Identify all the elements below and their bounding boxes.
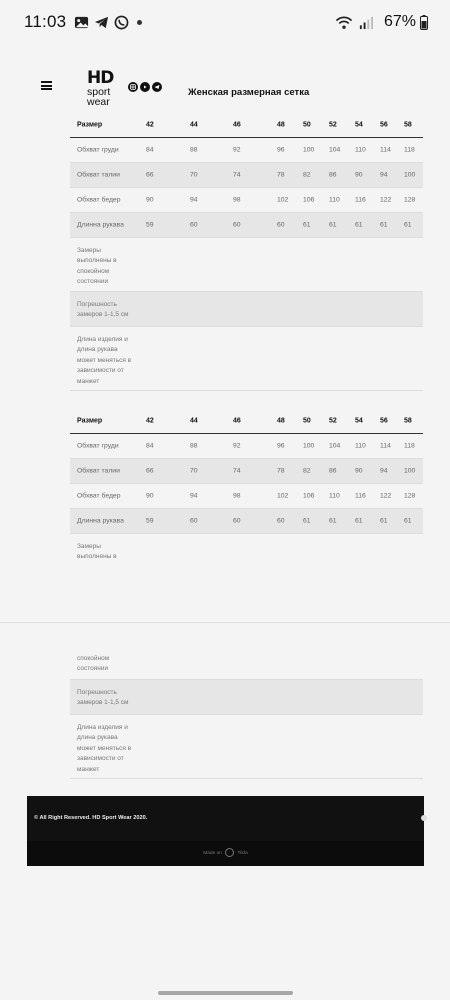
table-cell: 94: [190, 196, 198, 204]
table-cell: 61: [303, 221, 311, 229]
menu-icon[interactable]: [41, 81, 52, 90]
made-on-label: Made on: [203, 850, 222, 856]
table-cell: 106: [303, 492, 315, 500]
table-cell: 104: [329, 146, 341, 154]
size-table-2: [70, 408, 423, 594]
made-on-brand: Tilda: [237, 850, 248, 856]
table-cell: 110: [355, 146, 366, 154]
table-cell: 116: [355, 492, 366, 500]
wifi-icon: [335, 15, 353, 30]
table-cell: 82: [303, 171, 311, 179]
table-cell: 114: [380, 442, 391, 450]
table-row: [70, 163, 423, 188]
home-indicator[interactable]: [158, 991, 293, 995]
note-text: Замеры выполнены в спокойном состоянии: [77, 247, 117, 286]
table-cell: 66: [146, 467, 154, 475]
table-cell: 78: [277, 467, 285, 475]
table-cell: 88: [190, 442, 198, 450]
table-note-row: [70, 238, 423, 292]
header-42: 42: [146, 121, 154, 128]
table-note-row: [70, 292, 423, 327]
table-row: [70, 459, 423, 484]
table-cell: 102: [277, 196, 289, 204]
header-size: Размер: [77, 417, 103, 424]
table-cell: 118: [404, 146, 415, 154]
header-54: 54: [355, 121, 363, 128]
header-58: 58: [404, 121, 412, 128]
table-cell: 70: [190, 467, 198, 475]
header-50: 50: [303, 417, 311, 424]
table-cell: 100: [404, 171, 416, 179]
note-text: Погрешность замеров 1-1,5 см: [77, 301, 129, 319]
table-cell: 90: [146, 492, 154, 500]
note-text: Длина изделия и длина рукава может меняться в зависимости от манжет: [77, 724, 132, 773]
table-cell: 94: [190, 492, 198, 500]
header-56: 56: [380, 121, 388, 128]
table-cell: 60: [190, 517, 198, 525]
row-label: Обхват талии: [77, 171, 120, 179]
scroll-top-icon[interactable]: [421, 815, 427, 821]
table-cell: 90: [355, 467, 363, 475]
table-cell: 118: [404, 442, 415, 450]
table-cell: 61: [355, 517, 363, 525]
header-48: 48: [277, 121, 285, 128]
header-size: Размер: [77, 121, 103, 128]
signal-icon: [358, 15, 373, 30]
table-row: [70, 188, 423, 213]
status-bar: [0, 0, 450, 44]
table-cell: 61: [380, 517, 388, 525]
table-cell: 98: [233, 492, 241, 500]
note-text: Замеры выполнены в: [77, 543, 117, 561]
viber-icon: [114, 15, 129, 30]
size-table-2-continued: [70, 645, 423, 779]
gallery-icon: [74, 15, 89, 30]
note-text: спокойном состоянии: [77, 655, 110, 673]
logo-main: HD: [87, 68, 114, 88]
header-50: 50: [303, 121, 311, 128]
header-46: 46: [233, 417, 241, 424]
status-time: 11:03: [24, 12, 67, 31]
battery-icon: [420, 15, 428, 30]
table-cell: 100: [404, 467, 416, 475]
table-cell: 61: [329, 221, 337, 229]
table-header-row: [70, 408, 423, 434]
row-label: Обхват бедер: [77, 492, 121, 500]
logo-line1: sport: [87, 86, 111, 98]
table-cell: 102: [277, 492, 289, 500]
table-cell: 61: [404, 517, 412, 525]
made-on-tilda-link[interactable]: [27, 848, 424, 857]
note-text: Погрешность замеров 1-1,5 см: [77, 689, 129, 707]
table-cell: 84: [146, 442, 154, 450]
row-label: Обхват талии: [77, 467, 120, 475]
table-cell: 100: [303, 146, 315, 154]
battery-percent: 67%: [383, 13, 416, 30]
row-label: Длинна рукава: [77, 517, 124, 525]
table-row: [70, 434, 423, 459]
footer-copyright: © All Right Reserved. HD Sport Wear 2020.: [34, 815, 148, 821]
site-header: [0, 62, 450, 112]
header-48: 48: [277, 417, 285, 424]
header-56: 56: [380, 417, 388, 424]
instagram-icon[interactable]: [128, 82, 138, 92]
table-cell: 60: [233, 517, 241, 525]
telegram-icon: [94, 15, 109, 30]
table-note-row: [70, 534, 423, 594]
table-cell: 61: [303, 517, 311, 525]
status-right: [335, 0, 428, 44]
youtube-icon[interactable]: [140, 82, 150, 92]
table-row: [70, 509, 423, 534]
brand-logo[interactable]: [87, 70, 123, 107]
table-cell: 92: [233, 442, 241, 450]
table-cell: 110: [329, 196, 340, 204]
table-cell: 61: [404, 221, 412, 229]
note-text: Длина изделия и длина рукава может меняться в зависимости от манжет: [77, 336, 132, 385]
table-cell: 61: [329, 517, 337, 525]
table-cell: 122: [380, 196, 392, 204]
table-cell: 128: [404, 196, 416, 204]
table-cell: 100: [303, 442, 315, 450]
social-links: [128, 82, 164, 92]
table-cell: 84: [146, 146, 154, 154]
table-cell: 60: [277, 221, 285, 229]
table-note-row: [70, 645, 423, 680]
header-54: 54: [355, 417, 363, 424]
header-52: 52: [329, 121, 337, 128]
header-44: 44: [190, 417, 198, 424]
row-label: Обхват груди: [77, 146, 119, 154]
table-cell: 92: [233, 146, 241, 154]
header-46: 46: [233, 121, 241, 128]
table-cell: 98: [233, 196, 241, 204]
table-cell: 104: [329, 442, 341, 450]
telegram-icon[interactable]: [152, 82, 162, 92]
table-cell: 106: [303, 196, 315, 204]
table-cell: 59: [146, 221, 154, 229]
table-cell: 96: [277, 146, 285, 154]
tilda-logo-icon: [225, 848, 234, 857]
notification-dot-icon: [137, 20, 142, 25]
header-42: 42: [146, 417, 154, 424]
row-label: Обхват груди: [77, 442, 119, 450]
table-row: [70, 138, 423, 163]
footer-top: [27, 796, 424, 841]
table-cell: 60: [277, 517, 285, 525]
table-cell: 74: [233, 467, 241, 475]
table-cell: 94: [380, 467, 388, 475]
header-58: 58: [404, 417, 412, 424]
table-cell: 110: [329, 492, 340, 500]
section-divider: [0, 622, 450, 623]
table-cell: 78: [277, 171, 285, 179]
table-cell: 128: [404, 492, 416, 500]
table-cell: 86: [329, 171, 337, 179]
row-label: Длинна рукава: [77, 221, 124, 229]
table-cell: 60: [190, 221, 198, 229]
site-footer: [27, 796, 424, 866]
table-cell: 90: [146, 196, 154, 204]
table-cell: 70: [190, 171, 198, 179]
table-cell: 82: [303, 467, 311, 475]
table-cell: 74: [233, 171, 241, 179]
table-cell: 61: [380, 221, 388, 229]
table-cell: 110: [355, 442, 366, 450]
table-note-row: [70, 715, 423, 779]
table-cell: 94: [380, 171, 388, 179]
header-44: 44: [190, 121, 198, 128]
table-cell: 90: [355, 171, 363, 179]
table-cell: 60: [233, 221, 241, 229]
table-cell: 122: [380, 492, 392, 500]
header-52: 52: [329, 417, 337, 424]
table-note-row: [70, 327, 423, 391]
table-header-row: [70, 112, 423, 138]
table-cell: 116: [355, 196, 366, 204]
row-label: Обхват бедер: [77, 196, 121, 204]
table-note-row: [70, 680, 423, 715]
table-cell: 96: [277, 442, 285, 450]
size-table-1: [70, 112, 423, 391]
table-cell: 59: [146, 517, 154, 525]
table-cell: 86: [329, 467, 337, 475]
page-title: Женская размерная сетка: [188, 87, 310, 98]
table-cell: 61: [355, 221, 363, 229]
logo-line2: wear: [87, 96, 110, 108]
table-cell: 66: [146, 171, 154, 179]
table-cell: 88: [190, 146, 198, 154]
table-cell: 114: [380, 146, 391, 154]
table-row: [70, 484, 423, 509]
table-row: [70, 213, 423, 238]
